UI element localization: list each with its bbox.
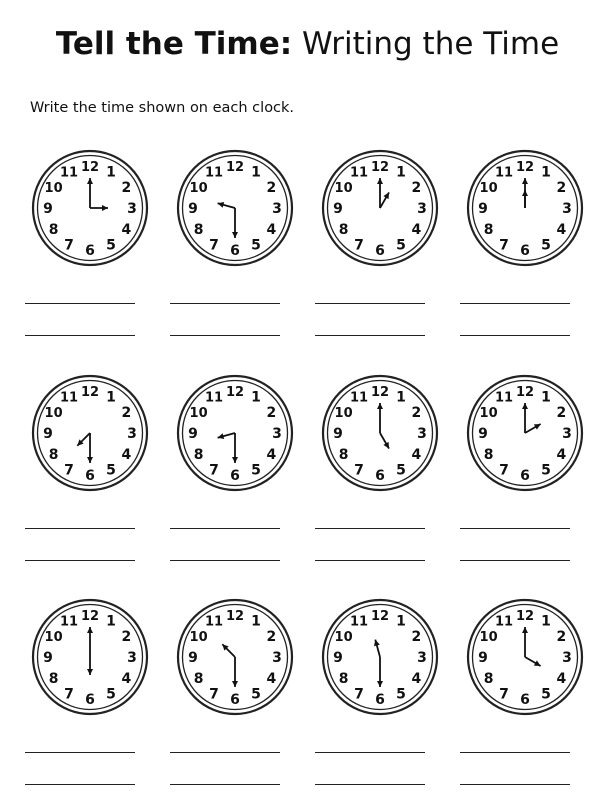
clock-number: 2	[411, 180, 422, 196]
clock-number: 4	[121, 671, 132, 687]
clock-number: 5	[396, 462, 406, 479]
clock-number: 1	[541, 389, 551, 406]
clock-number: 6	[375, 468, 385, 484]
clock-number: 3	[562, 650, 572, 666]
clock-item	[455, 597, 595, 717]
clock-number: 7	[499, 237, 509, 254]
clock-number: 7	[354, 237, 364, 254]
clock-number: 8	[338, 447, 349, 463]
clock-number: 4	[121, 222, 132, 238]
clock-number: 2	[411, 405, 422, 421]
clock-number: 1	[251, 613, 261, 630]
answer-line[interactable]	[315, 752, 425, 753]
answer-line[interactable]	[460, 303, 570, 304]
clock-number: 6	[375, 243, 385, 259]
clock-number: 7	[354, 686, 364, 703]
clock-number: 11	[494, 390, 514, 406]
clock-number: 12	[515, 609, 535, 624]
clock-number: 4	[411, 447, 422, 463]
clock-number: 3	[272, 201, 282, 217]
clock-number: 1	[541, 613, 551, 630]
clock-number: 5	[541, 462, 551, 479]
clock-number: 2	[121, 629, 132, 645]
clock-item	[455, 373, 595, 493]
clock-number: 4	[121, 447, 132, 463]
clock-item	[20, 597, 160, 717]
clock-number: 5	[396, 237, 406, 254]
clock-number: 9	[43, 650, 53, 666]
clock-item	[20, 148, 160, 268]
clock-number: 11	[204, 614, 224, 630]
answer-line[interactable]	[315, 303, 425, 304]
clock-number: 3	[272, 650, 282, 666]
clock-number: 9	[43, 201, 53, 217]
answer-line[interactable]	[460, 528, 570, 529]
analog-clock-icon	[320, 373, 440, 493]
answer-line[interactable]	[460, 560, 570, 561]
clock-number: 7	[209, 462, 219, 479]
answer-line[interactable]	[25, 560, 135, 561]
clock-number: 8	[48, 671, 59, 687]
answer-line[interactable]	[460, 784, 570, 785]
title-regular-part: Writing the Time	[292, 26, 560, 62]
clock-number: 6	[230, 468, 240, 484]
answer-line[interactable]	[315, 784, 425, 785]
clock-item	[20, 373, 160, 493]
clock-item	[165, 373, 305, 493]
analog-clock-icon	[320, 148, 440, 268]
clock-number: 4	[266, 671, 277, 687]
clock-number: 2	[266, 180, 277, 196]
clock-number: 8	[483, 447, 494, 463]
clock-number: 11	[59, 165, 79, 181]
clock-number: 7	[209, 237, 219, 254]
analog-clock-icon	[30, 373, 150, 493]
clock-number: 4	[411, 222, 422, 238]
clock-number: 7	[499, 462, 509, 479]
analog-clock-icon	[175, 373, 295, 493]
clock-number: 2	[556, 629, 567, 645]
clock-number: 2	[556, 405, 567, 421]
clock-number: 8	[483, 222, 494, 238]
clock-number: 7	[354, 462, 364, 479]
clock-number: 10	[189, 406, 208, 421]
clock-item	[455, 148, 595, 268]
clock-number: 5	[106, 686, 116, 703]
clock-number: 11	[349, 390, 369, 406]
analog-clock-icon	[465, 597, 585, 717]
clock-number: 12	[225, 385, 245, 400]
clock-number: 12	[370, 609, 390, 624]
answer-line[interactable]	[170, 752, 280, 753]
clock-number: 12	[80, 160, 100, 175]
clock-number: 9	[333, 426, 343, 442]
clock-number: 3	[127, 426, 137, 442]
answer-line[interactable]	[25, 784, 135, 785]
clock-number: 12	[80, 385, 100, 400]
answer-line[interactable]	[25, 335, 135, 336]
clock-number: 11	[494, 165, 514, 181]
clock-number: 11	[59, 390, 79, 406]
clock-number: 7	[64, 237, 74, 254]
answer-line[interactable]	[25, 528, 135, 529]
clock-number: 1	[396, 613, 406, 630]
clock-number: 6	[375, 692, 385, 708]
clock-number: 2	[266, 629, 277, 645]
clock-number: 11	[204, 390, 224, 406]
clock-number: 4	[556, 447, 567, 463]
instructions-text: Write the time shown on each clock.	[30, 100, 295, 116]
clock-number: 10	[44, 406, 63, 421]
clock-number: 5	[541, 237, 551, 254]
clock-number: 1	[106, 389, 116, 406]
clock-item	[165, 597, 305, 717]
clock-number: 2	[121, 180, 132, 196]
clock-number: 9	[333, 201, 343, 217]
clock-number: 6	[230, 243, 240, 259]
clock-number: 12	[225, 160, 245, 175]
clock-number: 8	[193, 447, 204, 463]
answer-line[interactable]	[170, 560, 280, 561]
answer-line[interactable]	[315, 528, 425, 529]
clock-number: 3	[127, 201, 137, 217]
clock-number: 8	[48, 447, 59, 463]
clock-item	[310, 597, 450, 717]
clock-number: 11	[494, 614, 514, 630]
answer-line[interactable]	[170, 784, 280, 785]
clock-number: 4	[556, 222, 567, 238]
clock-number: 11	[349, 165, 369, 181]
clock-item	[310, 148, 450, 268]
clock-number: 11	[59, 614, 79, 630]
clock-number: 5	[106, 237, 116, 254]
clock-number: 3	[417, 650, 427, 666]
clock-number: 6	[520, 468, 530, 484]
clock-number: 9	[43, 426, 53, 442]
clock-number: 10	[334, 630, 353, 645]
clock-number: 4	[266, 447, 277, 463]
analog-clock-icon	[175, 597, 295, 717]
clock-number: 1	[251, 164, 261, 181]
clock-number: 9	[333, 650, 343, 666]
clock-number: 2	[121, 405, 132, 421]
clock-number: 1	[106, 613, 116, 630]
clock-number: 3	[272, 426, 282, 442]
clock-number: 10	[479, 181, 498, 196]
clock-number: 7	[64, 462, 74, 479]
answer-line[interactable]	[25, 303, 135, 304]
clock-number: 1	[396, 389, 406, 406]
clock-number: 8	[193, 222, 204, 238]
clock-number: 2	[556, 180, 567, 196]
clock-item	[165, 148, 305, 268]
clock-number: 8	[338, 671, 349, 687]
answer-line[interactable]	[460, 752, 570, 753]
title-bold-part: Tell the Time:	[55, 26, 293, 62]
clock-number: 9	[478, 201, 488, 217]
clock-number: 5	[251, 686, 261, 703]
clock-number: 10	[189, 181, 208, 196]
clock-number: 9	[478, 650, 488, 666]
clock-number: 5	[251, 462, 261, 479]
clock-number: 8	[193, 671, 204, 687]
clock-number: 9	[478, 426, 488, 442]
clock-number: 1	[541, 164, 551, 181]
analog-clock-icon	[30, 597, 150, 717]
clock-number: 12	[370, 160, 390, 175]
clock-number: 2	[266, 405, 277, 421]
clock-number: 1	[251, 389, 261, 406]
clock-number: 3	[417, 201, 427, 217]
clock-number: 4	[411, 671, 422, 687]
clock-number: 6	[230, 692, 240, 708]
clock-number: 9	[188, 201, 198, 217]
answer-line[interactable]	[25, 752, 135, 753]
answer-line[interactable]	[170, 528, 280, 529]
clock-number: 6	[520, 692, 530, 708]
analog-clock-icon	[175, 148, 295, 268]
clock-number: 8	[48, 222, 59, 238]
analog-clock-icon	[465, 148, 585, 268]
clock-number: 10	[334, 181, 353, 196]
clock-number: 9	[188, 426, 198, 442]
clock-number: 3	[127, 650, 137, 666]
clock-number: 3	[417, 426, 427, 442]
clock-number: 7	[64, 686, 74, 703]
clock-number: 2	[411, 629, 422, 645]
clock-number: 3	[562, 426, 572, 442]
clock-number: 4	[266, 222, 277, 238]
answer-line[interactable]	[315, 560, 425, 561]
clock-number: 5	[106, 462, 116, 479]
clock-number: 12	[80, 609, 100, 624]
clock-number: 12	[515, 385, 535, 400]
clock-number: 5	[396, 686, 406, 703]
clock-number: 8	[483, 671, 494, 687]
clock-number: 12	[515, 160, 535, 175]
clock-number: 10	[479, 406, 498, 421]
clock-number: 9	[188, 650, 198, 666]
clock-number: 10	[44, 630, 63, 645]
answer-line[interactable]	[460, 335, 570, 336]
clock-number: 4	[556, 671, 567, 687]
clock-number: 6	[85, 468, 95, 484]
clock-number: 6	[520, 243, 530, 259]
clock-number: 10	[479, 630, 498, 645]
clock-number: 12	[370, 385, 390, 400]
clock-number: 6	[85, 243, 95, 259]
answer-line[interactable]	[170, 303, 280, 304]
answer-line[interactable]	[170, 335, 280, 336]
analog-clock-icon	[320, 597, 440, 717]
clock-number: 6	[85, 692, 95, 708]
analog-clock-icon	[30, 148, 150, 268]
clock-number: 8	[338, 222, 349, 238]
clock-number: 12	[225, 609, 245, 624]
clock-number: 10	[189, 630, 208, 645]
clock-number: 1	[106, 164, 116, 181]
clock-item	[310, 373, 450, 493]
clock-number: 5	[251, 237, 261, 254]
clock-number: 3	[562, 201, 572, 217]
clock-number: 11	[204, 165, 224, 181]
clock-number: 10	[334, 406, 353, 421]
clock-number: 7	[499, 686, 509, 703]
answer-line[interactable]	[315, 335, 425, 336]
clock-number: 11	[349, 614, 369, 630]
analog-clock-icon	[465, 373, 585, 493]
clock-number: 5	[541, 686, 551, 703]
clock-number: 7	[209, 686, 219, 703]
clock-number: 1	[396, 164, 406, 181]
clock-number: 10	[44, 181, 63, 196]
